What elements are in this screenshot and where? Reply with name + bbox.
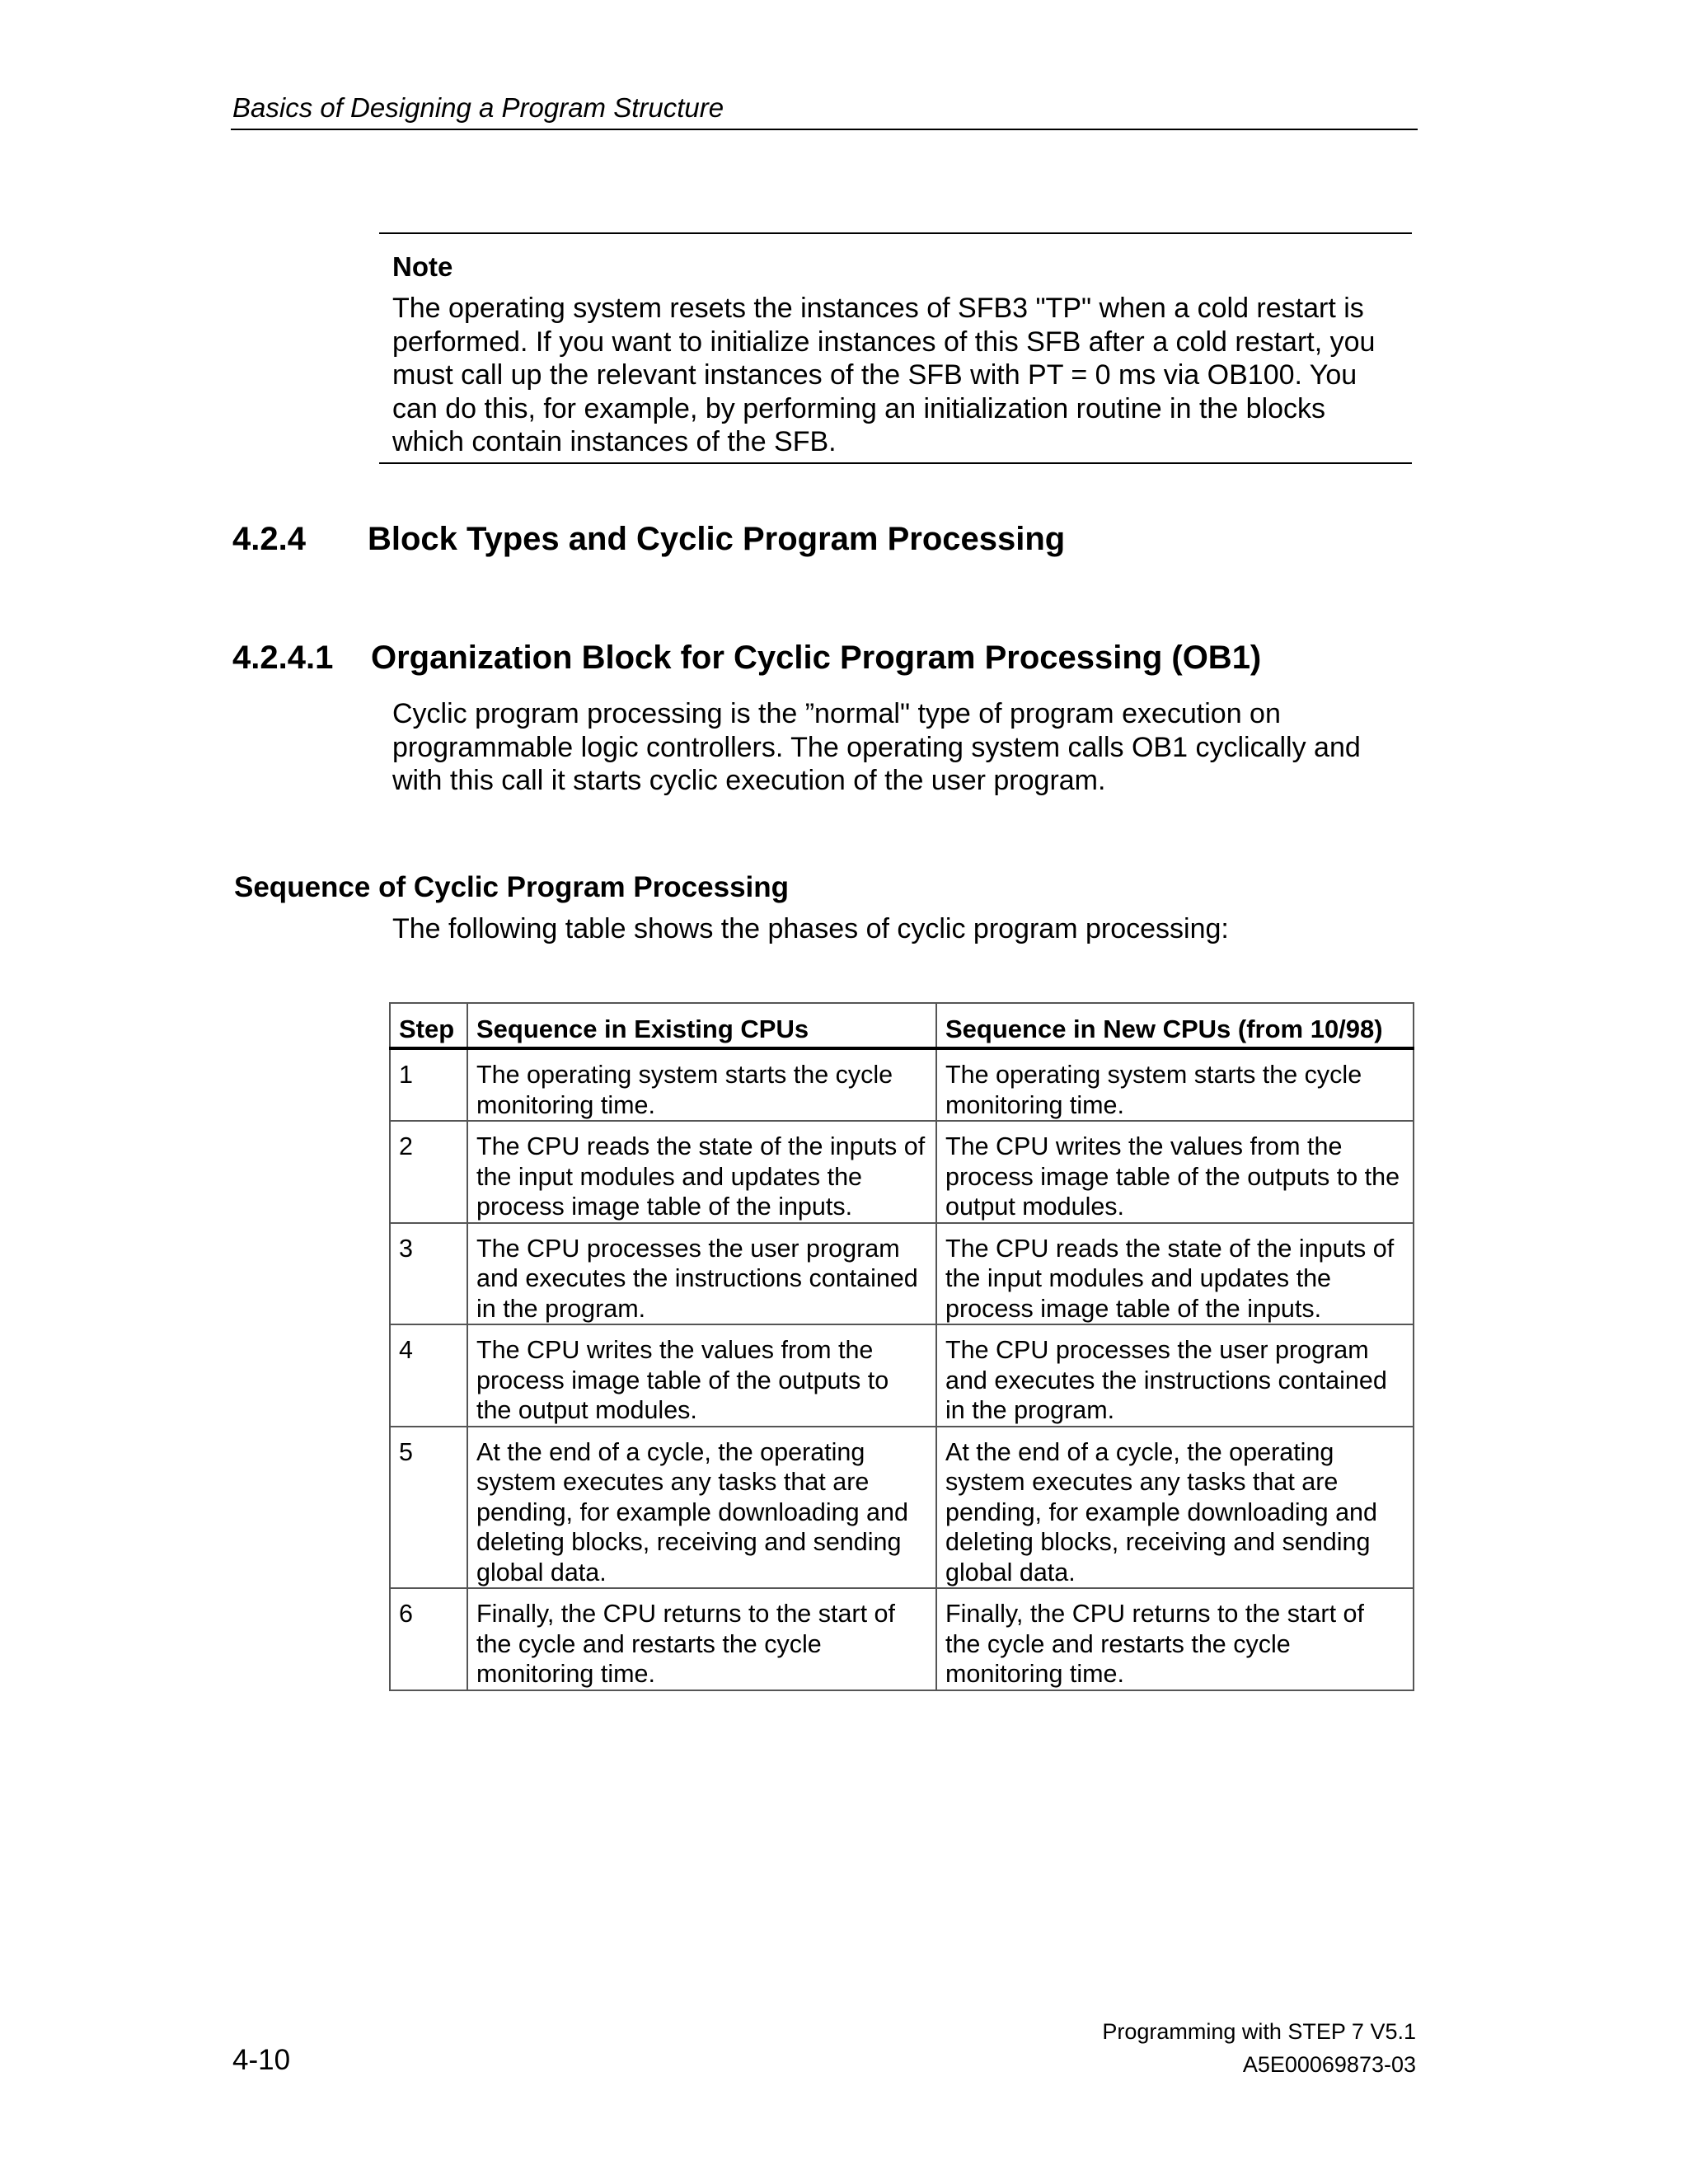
table-intro: The following table shows the phases of cyclic program processing:: [392, 913, 1229, 944]
step-cell: 2: [390, 1121, 467, 1223]
new-cell: Finally, the CPU returns to the start of the cycle and restarts the cycle monitoring time.: [936, 1588, 1414, 1690]
section-title: Block Types and Cyclic Program Processing: [368, 521, 1066, 557]
header-rule: [231, 129, 1418, 130]
header-new: Sequence in New CPUs (from 10/98): [936, 1003, 1414, 1048]
table-row: [390, 1588, 1414, 1690]
new-cell: The CPU processes the user program and executes the instructions contained in the program.: [936, 1324, 1414, 1427]
existing-cell: The operating system starts the cycle monitoring time.: [467, 1048, 936, 1121]
existing-cell: The CPU processes the user program and executes the instructions contained in the program.: [467, 1223, 936, 1325]
table-row: [390, 1048, 1414, 1121]
sequence-heading: Sequence of Cyclic Program Processing: [234, 871, 790, 903]
footer-doc-title: Programming with STEP 7 V5.1: [1102, 2019, 1416, 2044]
note-text: The operating system resets the instances of SFB3 "TP" when a cold restart is performed. If you want to initialize instances of this SFB after a cold restart, you must call up the relevant instances of the SFB with PT = 0 ms via OB100. You can do this, for example, by performing an initialization routine in the blocks which contain instances of the SFB.: [392, 293, 1376, 457]
table-row: [390, 1324, 1414, 1427]
cyclic-phases-table: [389, 1002, 1414, 1691]
table-row: [390, 1121, 1414, 1223]
table-row: [390, 1223, 1414, 1325]
section-number: 4.2.4: [232, 521, 306, 557]
note-box: [379, 232, 1412, 464]
table-header-row: [390, 1003, 1414, 1048]
subsection-title: Organization Block for Cyclic Program Processing (OB1): [371, 640, 1262, 676]
subsection-intro: Cyclic program processing is the ”normal" type of program execution on programmable logic controllers. The operating system calls OB1 cyclically and with this call it starts cyclic execution of the user program.: [392, 698, 1361, 796]
header-step: Step: [390, 1003, 467, 1048]
header-existing: Sequence in Existing CPUs: [467, 1003, 936, 1048]
running-header: Basics of Designing a Program Structure: [232, 92, 724, 123]
new-cell: The operating system starts the cycle monitoring time.: [936, 1048, 1414, 1121]
existing-cell: Finally, the CPU returns to the start of the cycle and restarts the cycle monitoring time.: [467, 1588, 936, 1690]
existing-cell: The CPU writes the values from the process image table of the outputs to the output modules.: [467, 1324, 936, 1427]
step-cell: 1: [390, 1048, 467, 1121]
new-cell: At the end of a cycle, the operating system executes any tasks that are pending, for example downloading and deleting blocks, receiving and sending global data.: [936, 1427, 1414, 1589]
step-cell: 5: [390, 1427, 467, 1589]
step-cell: 4: [390, 1324, 467, 1427]
table-row: [390, 1427, 1414, 1589]
existing-cell: At the end of a cycle, the operating system executes any tasks that are pending, for example downloading and deleting blocks, receiving and sending global data.: [467, 1427, 936, 1589]
subsection-number: 4.2.4.1: [232, 640, 334, 676]
new-cell: The CPU reads the state of the inputs of the input modules and updates the process image table of the inputs.: [936, 1223, 1414, 1325]
footer-doc-number: A5E00069873-03: [1242, 2052, 1416, 2077]
new-cell: The CPU writes the values from the process image table of the outputs to the output modules.: [936, 1121, 1414, 1223]
note-title: Note: [392, 251, 453, 282]
step-cell: 3: [390, 1223, 467, 1325]
footer-page-number: 4-10: [232, 2044, 291, 2076]
step-cell: 6: [390, 1588, 467, 1690]
existing-cell: The CPU reads the state of the inputs of the input modules and updates the process image table of the inputs.: [467, 1121, 936, 1223]
